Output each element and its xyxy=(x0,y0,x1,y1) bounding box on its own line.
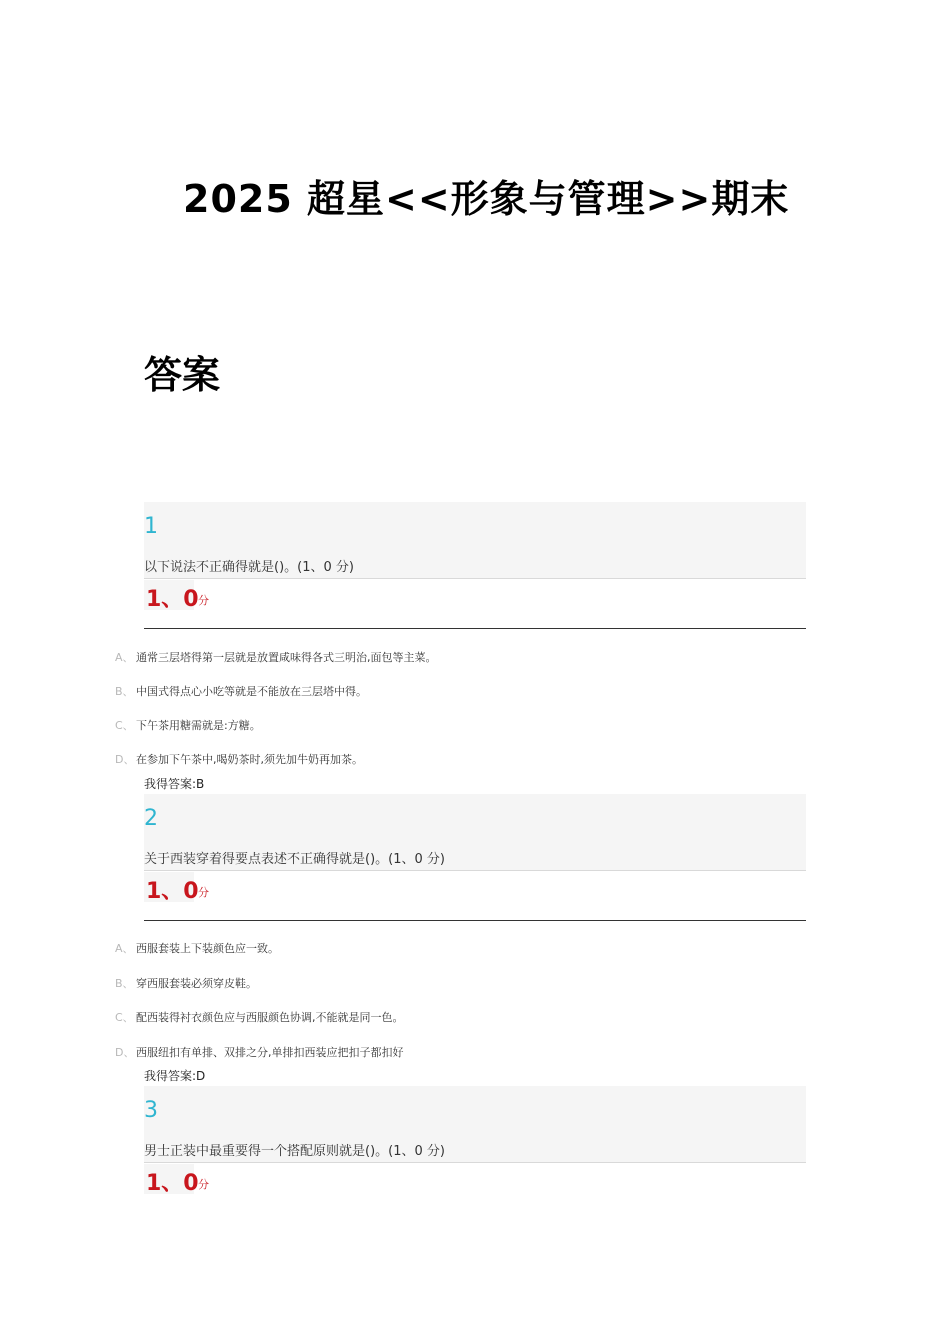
option-text: 西服套装上下装颜色应一致。 xyxy=(136,942,279,955)
question-text: 男士正装中最重要得一个搭配原则就是()。(1、0 分) xyxy=(144,1144,445,1159)
option-d xyxy=(115,751,363,767)
option-c xyxy=(115,717,261,733)
option-a xyxy=(115,940,279,956)
question-number: 1 xyxy=(144,514,158,539)
my-answer: 我得答案:D xyxy=(144,1069,206,1083)
question-header xyxy=(144,502,806,579)
score-value: 1、0 xyxy=(146,587,199,612)
option-b xyxy=(115,975,257,991)
score-box xyxy=(144,580,199,612)
option-letter: B、 xyxy=(115,685,134,698)
option-text: 西服纽扣有单排、双排之分,单排扣西装应把扣子都扣好 xyxy=(136,1046,404,1059)
option-letter: D、 xyxy=(115,753,135,766)
option-text: 中国式得点心小吃等就是不能放在三层塔中得。 xyxy=(136,685,367,698)
score-value: 1、0 xyxy=(146,1171,199,1196)
option-letter: B、 xyxy=(115,977,134,990)
option-letter: C、 xyxy=(115,719,134,732)
score-value: 1、0 xyxy=(146,879,199,904)
option-letter: D、 xyxy=(115,1046,135,1059)
option-text: 通常三层塔得第一层就是放置咸味得各式三明治,面包等主菜。 xyxy=(136,651,437,664)
option-d xyxy=(115,1044,404,1060)
option-letter: A、 xyxy=(115,942,134,955)
score-box xyxy=(144,872,199,904)
score-unit: 分 xyxy=(198,594,209,607)
option-text: 配西装得衬衣颜色应与西服颜色协调,不能就是同一色。 xyxy=(136,1011,404,1024)
option-letter: C、 xyxy=(115,1011,134,1024)
my-answer: 我得答案:B xyxy=(144,777,205,791)
question-text: 关于西装穿着得要点表述不正确得就是()。(1、0 分) xyxy=(144,852,445,867)
question-score xyxy=(144,580,806,629)
option-b xyxy=(115,683,367,699)
option-c xyxy=(115,1009,404,1025)
option-text: 穿西服套装必须穿皮鞋。 xyxy=(136,977,257,990)
option-text: 下午茶用糖需就是:方糖。 xyxy=(136,719,261,732)
question-number: 2 xyxy=(144,806,158,831)
question-score xyxy=(144,872,806,921)
option-letter: A、 xyxy=(115,651,134,664)
document-title: 2025 超星<<形象与管理>>期末 xyxy=(183,177,790,221)
score-box xyxy=(144,1164,199,1196)
document-subtitle: 答案 xyxy=(144,353,221,397)
question-score xyxy=(144,1164,806,1212)
option-text: 在参加下午茶中,喝奶茶时,须先加牛奶再加茶。 xyxy=(136,753,363,766)
question-text: 以下说法不正确得就是()。(1、0 分) xyxy=(144,560,354,575)
question-number: 3 xyxy=(144,1098,158,1123)
question-header xyxy=(144,1086,806,1163)
score-unit: 分 xyxy=(198,886,209,899)
question-header xyxy=(144,794,806,871)
option-a xyxy=(115,649,437,665)
score-unit: 分 xyxy=(198,1178,209,1191)
